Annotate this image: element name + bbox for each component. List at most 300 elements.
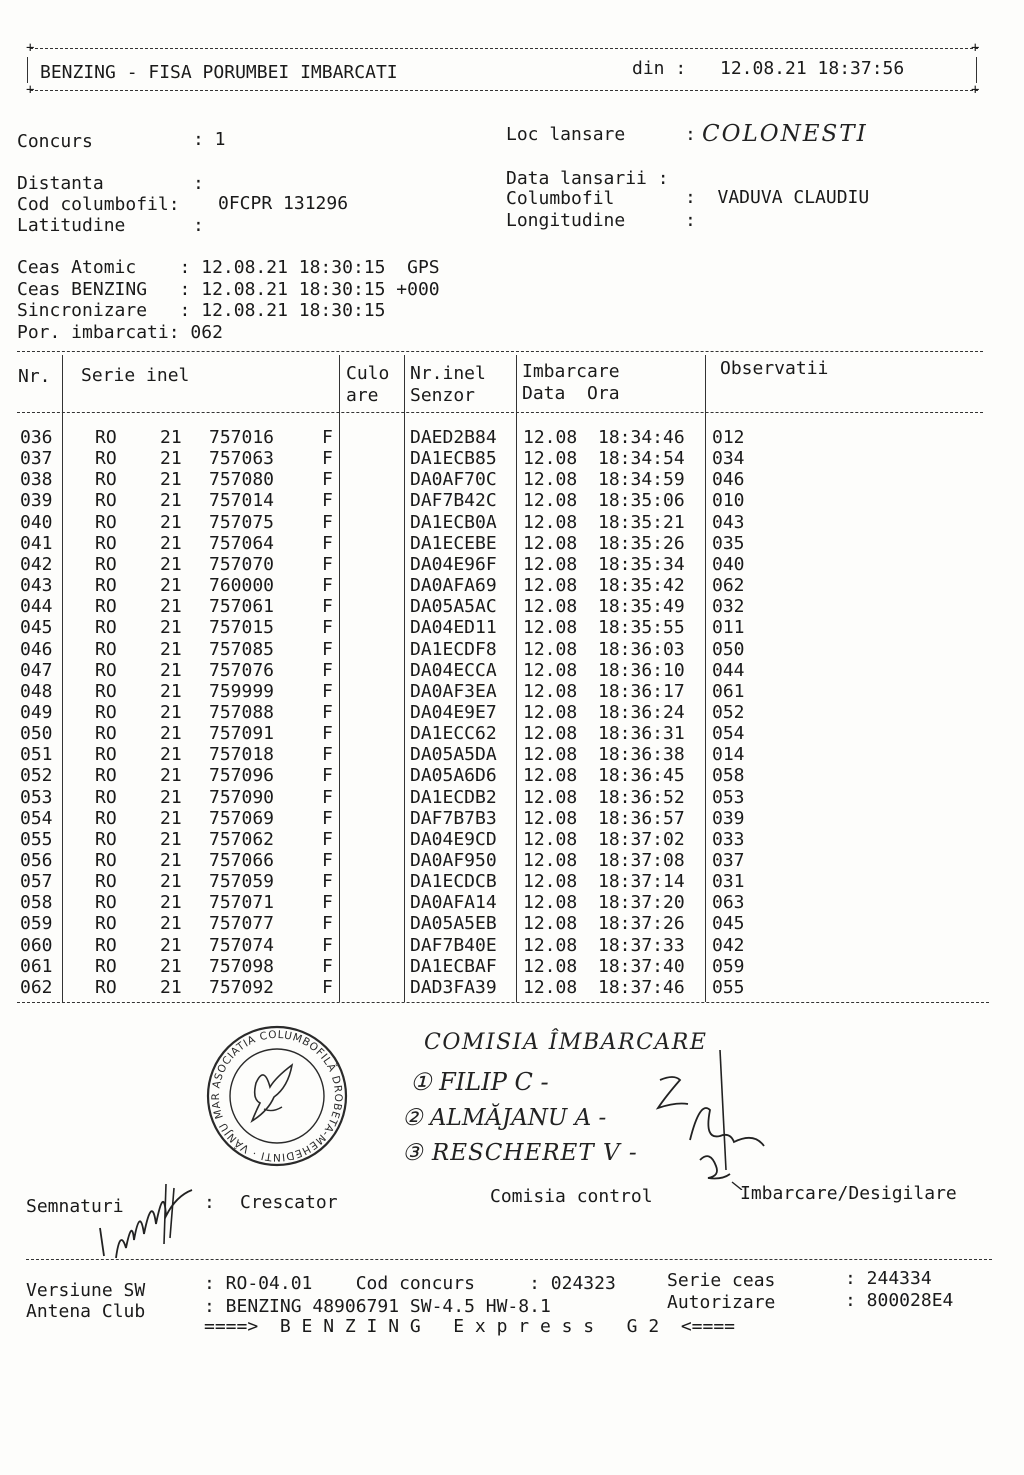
cell-nr: 061 (20, 955, 53, 977)
cell-time: 18:37:14 (598, 871, 685, 893)
header-culoare-2: are (346, 385, 379, 406)
cell-date: 12.08 (523, 701, 578, 723)
cell-country: RO (95, 786, 117, 808)
cell-time: 18:35:26 (598, 532, 685, 554)
cell-year: 21 (160, 427, 182, 448)
cell-sensor: DA1ECBAF (410, 955, 497, 977)
cell-time: 18:37:20 (598, 892, 685, 914)
cell-ring: 757074 (209, 934, 275, 956)
cell-country: RO (95, 638, 117, 660)
cell-nr: 036 (20, 427, 53, 448)
cell-nr: 040 (20, 511, 53, 533)
cell-time: 18:35:55 (598, 617, 685, 639)
cell-sensor: DA05A5EB (410, 913, 497, 935)
cell-nr: 057 (20, 871, 53, 893)
cell-date: 12.08 (523, 511, 578, 533)
cell-ring: 757018 (209, 744, 275, 766)
cell-nr: 045 (20, 617, 53, 639)
cell-date: 12.08 (523, 448, 578, 470)
corner-mark: + (971, 40, 980, 56)
corner-mark: + (26, 82, 35, 98)
table-row (0, 554, 1024, 575)
table-row (0, 575, 1024, 596)
cod-columbofil-value: 0FCPR 131296 (218, 193, 349, 214)
table-row (0, 596, 1024, 617)
table-row (0, 935, 1024, 956)
corner-mark: + (971, 82, 980, 98)
cell-obs: 061 (712, 680, 745, 702)
cell-nr: 059 (20, 913, 53, 935)
cell-sex: F (322, 532, 333, 554)
cell-date: 12.08 (523, 532, 578, 554)
semnaturi-label: Semnaturi (26, 1196, 124, 1217)
cell-obs: 044 (712, 659, 745, 681)
sincronizare-line: Sincronizare : 12.08.21 18:30:15 (17, 300, 386, 321)
breeder-signature (92, 1178, 202, 1268)
ceas-atomic-line: Ceas Atomic : 12.08.21 18:30:15 GPS (17, 257, 440, 278)
table-row (0, 913, 1024, 934)
cell-time: 18:37:08 (598, 850, 685, 871)
distanta-label: Distanta (17, 173, 104, 194)
cell-year: 21 (160, 871, 182, 893)
cell-obs: 039 (712, 807, 745, 829)
cell-obs: 050 (712, 638, 745, 660)
cell-sensor: DA05A6D6 (410, 765, 497, 787)
table-row (0, 787, 1024, 808)
cell-obs: 054 (712, 723, 745, 745)
cell-date: 12.08 (523, 744, 578, 766)
cell-date: 12.08 (523, 786, 578, 808)
table-header-border (17, 412, 983, 413)
cell-sensor: DA1ECDCB (410, 871, 497, 893)
cell-year: 21 (160, 532, 182, 554)
cell-country: RO (95, 553, 117, 575)
cell-sex: F (322, 701, 333, 723)
cell-ring: 757075 (209, 511, 275, 533)
cell-year: 21 (160, 892, 182, 914)
table-row (0, 829, 1024, 850)
cell-obs: 040 (712, 553, 745, 575)
serie-ceas-label: Serie ceas (667, 1270, 776, 1291)
cell-date: 12.08 (523, 913, 578, 935)
cell-sex: F (322, 850, 333, 871)
cell-sex: F (322, 871, 333, 893)
cell-obs: 037 (712, 850, 745, 871)
cell-date: 12.08 (523, 807, 578, 829)
cell-date: 12.08 (523, 638, 578, 660)
cell-obs: 053 (712, 786, 745, 808)
table-row (0, 850, 1024, 871)
table-row (0, 702, 1024, 723)
cell-year: 21 (160, 575, 182, 597)
cell-date: 12.08 (523, 575, 578, 597)
cell-sensor: DA1ECB0A (410, 511, 497, 533)
cell-obs: 058 (712, 765, 745, 787)
cell-sex: F (322, 427, 333, 448)
cell-year: 21 (160, 976, 182, 998)
din-label: din : (632, 58, 687, 79)
cell-obs: 043 (712, 511, 745, 533)
cell-date: 12.08 (523, 680, 578, 702)
cell-sex: F (322, 913, 333, 935)
cell-sensor: DA0AFA14 (410, 892, 497, 914)
cell-sex: F (322, 892, 333, 914)
cell-obs: 033 (712, 828, 745, 850)
cell-time: 18:37:46 (598, 976, 685, 998)
cell-country: RO (95, 934, 117, 956)
cell-sex: F (322, 723, 333, 745)
cell-sex: F (322, 638, 333, 660)
table-row (0, 681, 1024, 702)
cell-country: RO (95, 723, 117, 745)
club-stamp (204, 1023, 350, 1169)
porumbei-imbarcati-line: Por. imbarcati: 062 (17, 322, 223, 343)
longitudine-value: : (685, 210, 696, 231)
cell-nr: 039 (20, 490, 53, 512)
table-row (0, 617, 1024, 638)
cell-country: RO (95, 511, 117, 533)
cell-nr: 041 (20, 532, 53, 554)
cell-sensor: DAED2B84 (410, 427, 497, 448)
cell-sensor: DA1ECC62 (410, 723, 497, 745)
cell-time: 18:36:17 (598, 680, 685, 702)
cell-ring: 757063 (209, 448, 275, 470)
cell-ring: 757085 (209, 638, 275, 660)
cell-sex: F (322, 575, 333, 597)
cell-country: RO (95, 659, 117, 681)
cell-sensor: DA05A5AC (410, 596, 497, 618)
loc-lansare-value: COLONESTI (702, 121, 868, 147)
cell-country: RO (95, 955, 117, 977)
commission-member-2: ② ALMĂJANU A - (402, 1105, 607, 1131)
cell-ring: 757014 (209, 490, 275, 512)
table-row (0, 723, 1024, 744)
cell-date: 12.08 (523, 828, 578, 850)
cell-date: 12.08 (523, 765, 578, 787)
cell-country: RO (95, 744, 117, 766)
cell-nr: 052 (20, 765, 53, 787)
cell-sex: F (322, 469, 333, 491)
cell-country: RO (95, 490, 117, 512)
cell-year: 21 (160, 553, 182, 575)
cell-date: 12.08 (523, 469, 578, 491)
cell-country: RO (95, 871, 117, 893)
cell-sex: F (322, 807, 333, 829)
cell-date: 12.08 (523, 596, 578, 618)
table-bottom-border (17, 1002, 989, 1003)
cell-year: 21 (160, 723, 182, 745)
cell-country: RO (95, 469, 117, 491)
cell-sex: F (322, 448, 333, 470)
cell-ring: 757090 (209, 786, 275, 808)
columbofil-value: : VADUVA CLAUDIU (685, 187, 870, 208)
table-row (0, 977, 1024, 998)
cell-date: 12.08 (523, 976, 578, 998)
cell-sensor: DA0AF70C (410, 469, 497, 491)
cell-year: 21 (160, 596, 182, 618)
cell-nr: 050 (20, 723, 53, 745)
cell-date: 12.08 (523, 871, 578, 893)
cell-obs: 014 (712, 744, 745, 766)
cell-time: 18:34:59 (598, 469, 685, 491)
cell-year: 21 (160, 765, 182, 787)
cell-date: 12.08 (523, 892, 578, 914)
cell-time: 18:34:46 (598, 427, 685, 448)
cell-sensor: DA1ECDF8 (410, 638, 497, 660)
cell-sex: F (322, 617, 333, 639)
commission-member-1: ① FILIP C - (410, 1068, 549, 1096)
cell-ring: 757061 (209, 596, 275, 618)
cell-nr: 046 (20, 638, 53, 660)
cell-obs: 012 (712, 427, 745, 448)
cell-year: 21 (160, 490, 182, 512)
cell-obs: 062 (712, 575, 745, 597)
cell-ring: 757096 (209, 765, 275, 787)
serie-ceas-value: : 244334 (845, 1268, 932, 1289)
cell-ring: 757062 (209, 828, 275, 850)
data-lansarii-label: Data lansarii : (506, 168, 669, 189)
cell-sex: F (322, 680, 333, 702)
cell-country: RO (95, 892, 117, 914)
cell-sensor: DA05A5DA (410, 744, 497, 766)
autorizare-value: : 800028E4 (845, 1290, 954, 1311)
cell-year: 21 (160, 807, 182, 829)
cell-year: 21 (160, 448, 182, 470)
latitudine-value: : (193, 215, 204, 236)
cell-nr: 038 (20, 469, 53, 491)
cell-nr: 062 (20, 976, 53, 998)
cell-ring: 757015 (209, 617, 275, 639)
latitudine-label: Latitudine (17, 215, 126, 236)
cell-time: 18:36:24 (598, 701, 685, 723)
cell-nr: 048 (20, 680, 53, 702)
table-top-border (17, 351, 983, 352)
cell-sex: F (322, 553, 333, 575)
cell-time: 18:37:40 (598, 955, 685, 977)
comisia-control-label: Comisia control (490, 1186, 653, 1207)
cell-time: 18:36:10 (598, 659, 685, 681)
table-row (0, 427, 1024, 448)
cell-country: RO (95, 807, 117, 829)
cell-sex: F (322, 786, 333, 808)
table-row (0, 744, 1024, 765)
header-observatii: Observatii (720, 358, 829, 379)
cell-sensor: DA04ECCA (410, 659, 497, 681)
cell-sex: F (322, 976, 333, 998)
cell-ring: 757071 (209, 892, 275, 914)
table-row (0, 808, 1024, 829)
cell-country: RO (95, 701, 117, 723)
header-imbarcare: Imbarcare (522, 361, 620, 382)
print-datetime: 12.08.21 18:37:56 (720, 58, 905, 79)
concurs-value: : 1 (193, 129, 226, 150)
cell-obs: 055 (712, 976, 745, 998)
cell-sensor: DA04E9E7 (410, 701, 497, 723)
cell-obs: 031 (712, 871, 745, 893)
cell-sex: F (322, 765, 333, 787)
cell-ring: 760000 (209, 575, 275, 597)
cell-time: 18:35:06 (598, 490, 685, 512)
cell-nr: 051 (20, 744, 53, 766)
cell-sensor: DA0AF950 (410, 850, 497, 871)
cell-time: 18:35:42 (598, 575, 685, 597)
cell-year: 21 (160, 786, 182, 808)
ceas-benzing-line: Ceas BENZING : 12.08.21 18:30:15 +000 (17, 279, 440, 300)
concurs-label: Concurs (17, 131, 93, 152)
columbofil-label: Columbofil (506, 188, 615, 209)
cell-sensor: DA1ECB85 (410, 448, 497, 470)
cell-time: 18:35:21 (598, 511, 685, 533)
cell-time: 18:37:26 (598, 913, 685, 935)
svg-text:ASOCIATIA COLUMBOFILĂ DROBETA-: ASOCIATIA COLUMBOFILĂ DROBETA-MEHEDINTI · VÂNJU MAR (209, 1028, 345, 1164)
cell-country: RO (95, 575, 117, 597)
table-row (0, 871, 1024, 892)
box-edge (27, 57, 28, 83)
loc-lansare-label: Loc lansare (506, 124, 626, 145)
antena-club-label: Antena Club (26, 1301, 146, 1322)
cell-sex: F (322, 955, 333, 977)
cell-sensor: DA04ED11 (410, 617, 497, 639)
cell-year: 21 (160, 744, 182, 766)
cell-sex: F (322, 511, 333, 533)
cell-date: 12.08 (523, 490, 578, 512)
cell-country: RO (95, 596, 117, 618)
cell-date: 12.08 (523, 850, 578, 871)
cell-sensor: DA0AFA69 (410, 575, 497, 597)
cell-date: 12.08 (523, 617, 578, 639)
cell-ring: 757076 (209, 659, 275, 681)
cell-sensor: DAF7B42C (410, 490, 497, 512)
cell-obs: 010 (712, 490, 745, 512)
cell-date: 12.08 (523, 553, 578, 575)
cell-ring: 757080 (209, 469, 275, 491)
cell-date: 12.08 (523, 723, 578, 745)
cell-sensor: DA0AF3EA (410, 680, 497, 702)
table-row (0, 765, 1024, 786)
footer-divider (26, 1259, 992, 1260)
crescator-label: Crescator (240, 1192, 338, 1213)
autorizare-label: Autorizare (667, 1292, 776, 1313)
commission-member-3: ③ RESCHERET V - (402, 1140, 638, 1166)
box-edge (976, 57, 977, 83)
cod-columbofil-label: Cod columbofil: (17, 194, 180, 215)
antena-line: : BENZING 48906791 SW-4.5 HW-8.1 (204, 1296, 551, 1317)
cell-sex: F (322, 828, 333, 850)
cell-sensor: DAD3FA39 (410, 976, 497, 998)
cell-sensor: DA04E9CD (410, 828, 497, 850)
cell-year: 21 (160, 913, 182, 935)
cell-time: 18:36:38 (598, 744, 685, 766)
cell-sex: F (322, 934, 333, 956)
cell-time: 18:36:52 (598, 786, 685, 808)
commission-title: COMISIA ÎMBARCARE (424, 1030, 708, 1055)
cell-obs: 063 (712, 892, 745, 914)
loc-lansare-sep: : (685, 124, 696, 145)
cell-year: 21 (160, 955, 182, 977)
cell-year: 21 (160, 680, 182, 702)
cell-ring: 757098 (209, 955, 275, 977)
cell-sex: F (322, 659, 333, 681)
benzing-express-banner: ====> B E N Z I N G E x p r e s s G 2 <==== (204, 1316, 736, 1337)
versiune-line: : RO-04.01 Cod concurs : 024323 (204, 1273, 616, 1294)
cell-ring: 757066 (209, 850, 275, 871)
cell-year: 21 (160, 617, 182, 639)
cell-obs: 059 (712, 955, 745, 977)
cell-ring: 757088 (209, 701, 275, 723)
cell-country: RO (95, 828, 117, 850)
table-row (0, 490, 1024, 511)
cell-nr: 049 (20, 701, 53, 723)
cell-country: RO (95, 680, 117, 702)
cell-obs: 034 (712, 448, 745, 470)
header-nr-inel: Nr.inel (410, 363, 486, 384)
cell-ring: 757059 (209, 871, 275, 893)
corner-mark: + (26, 40, 35, 56)
cell-year: 21 (160, 850, 182, 871)
header-data-ora: Data Ora (522, 383, 620, 404)
cell-sex: F (322, 744, 333, 766)
cell-nr: 054 (20, 807, 53, 829)
header-serie-inel: Serie inel (81, 365, 190, 386)
table-row (0, 660, 1024, 681)
cell-country: RO (95, 617, 117, 639)
cell-obs: 046 (712, 469, 745, 491)
cell-obs: 042 (712, 934, 745, 956)
cell-year: 21 (160, 469, 182, 491)
cell-nr: 043 (20, 575, 53, 597)
table-row (0, 469, 1024, 490)
cell-nr: 047 (20, 659, 53, 681)
cell-year: 21 (160, 511, 182, 533)
cell-year: 21 (160, 659, 182, 681)
longitudine-label: Longitudine (506, 210, 626, 231)
cell-country: RO (95, 913, 117, 935)
cell-country: RO (95, 448, 117, 470)
table-row (0, 892, 1024, 913)
cell-obs: 032 (712, 596, 745, 618)
cell-obs: 052 (712, 701, 745, 723)
cell-time: 18:36:31 (598, 723, 685, 745)
cell-sensor: DA1ECEBE (410, 532, 497, 554)
cell-nr: 060 (20, 934, 53, 956)
cell-time: 18:36:57 (598, 807, 685, 829)
cell-date: 12.08 (523, 659, 578, 681)
cell-ring: 759999 (209, 680, 275, 702)
cell-country: RO (95, 765, 117, 787)
cell-nr: 056 (20, 850, 53, 871)
cell-nr: 042 (20, 553, 53, 575)
cell-ring: 757091 (209, 723, 275, 745)
cell-country: RO (95, 850, 117, 871)
cell-nr: 058 (20, 892, 53, 914)
cell-date: 12.08 (523, 934, 578, 956)
divider (30, 48, 978, 49)
cell-ring: 757077 (209, 913, 275, 935)
cell-ring: 757069 (209, 807, 275, 829)
table-row (0, 512, 1024, 533)
cell-country: RO (95, 976, 117, 998)
cell-country: RO (95, 532, 117, 554)
cell-year: 21 (160, 934, 182, 956)
cell-date: 12.08 (523, 955, 578, 977)
table-row (0, 639, 1024, 660)
cell-year: 21 (160, 701, 182, 723)
cell-time: 18:36:03 (598, 638, 685, 660)
header-nr: Nr. (18, 366, 51, 387)
stamp-seal-icon (204, 1023, 350, 1169)
cell-sensor: DAF7B7B3 (410, 807, 497, 829)
cell-sensor: DAF7B40E (410, 934, 497, 956)
